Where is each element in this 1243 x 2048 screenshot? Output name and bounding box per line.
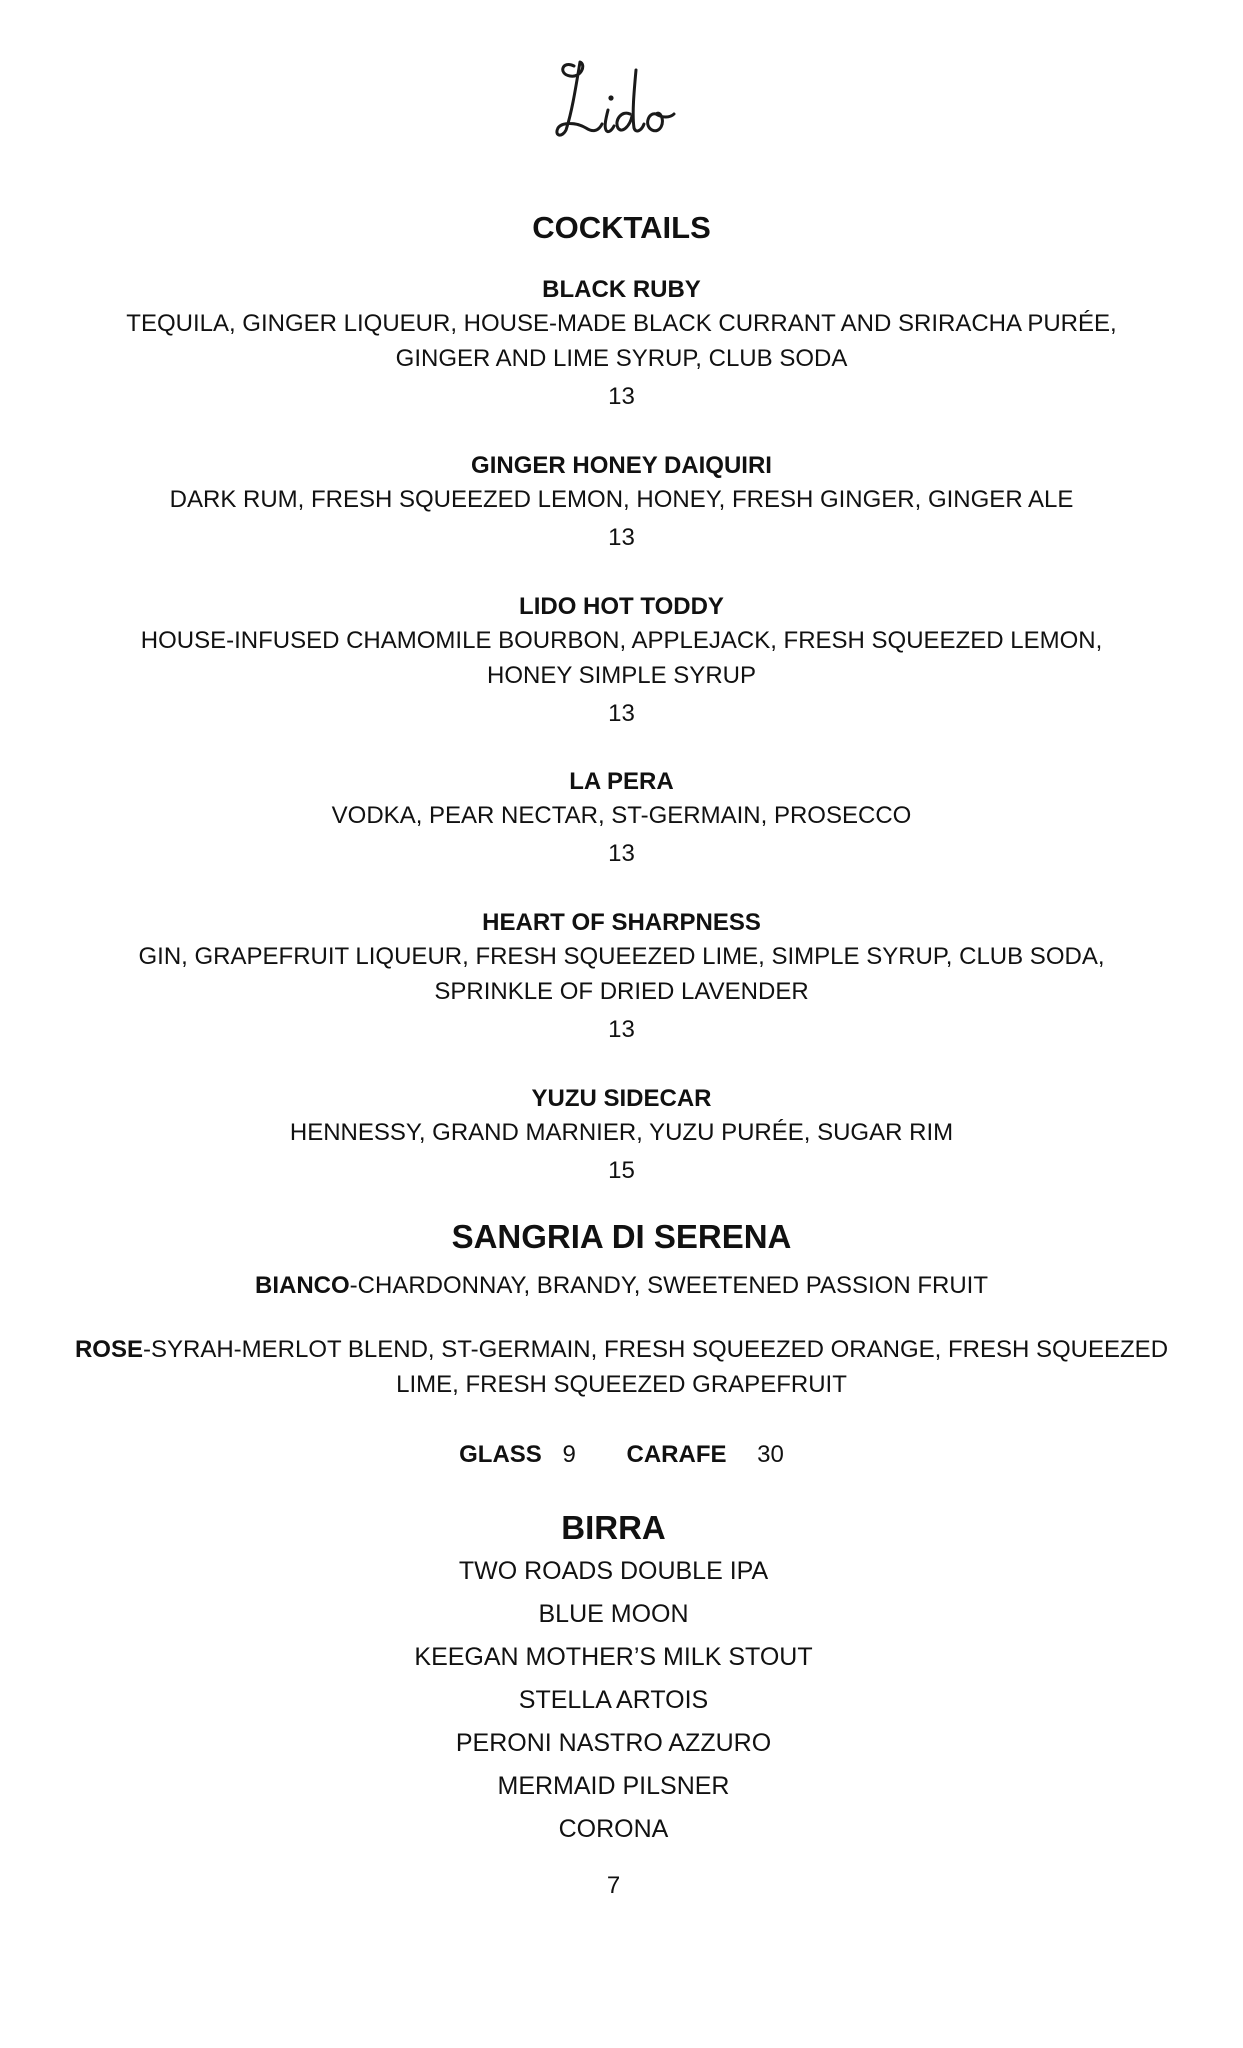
beer-item: MERMAID PILSNER (497, 1772, 730, 1800)
cocktail-name: YUZU SIDECAR (531, 1085, 712, 1112)
bianco-description: -CHARDONNAY, BRANDY, SWEETENED PASSION FRUIT (349, 1272, 988, 1299)
bianco-label: BIANCO (255, 1272, 350, 1299)
carafe-label: CARAFE (626, 1441, 727, 1468)
beer-item: STELLA ARTOIS (518, 1686, 709, 1714)
cocktail-name: HEART OF SHARPNESS (482, 909, 761, 936)
page-number: 7 (606, 1872, 621, 1899)
cocktail-description: HOUSE-INFUSED CHAMOMILE BOURBON, APPLEJACK, FRESH SQUEEZED LEMON, (140, 627, 1103, 654)
beer-item: PERONI NASTRO AZZURO (455, 1729, 772, 1757)
cocktail-description: GINGER AND LIME SYRUP, CLUB SODA (395, 345, 848, 372)
cocktail-description: DARK RUM, FRESH SQUEEZED LEMON, HONEY, FRESH GINGER, GINGER ALE (169, 486, 1074, 513)
sangria-rose (0, 1332, 1243, 1367)
cocktail-description: HONEY SIMPLE SYRUP (487, 662, 756, 689)
glass-label: GLASS (459, 1441, 542, 1468)
cocktail-price: 15 (608, 1157, 635, 1184)
cocktail-description: HENNESSY, GRAND MARNIER, YUZU PURÉE, SUGAR RIM (289, 1119, 954, 1146)
cocktail-description: VODKA, PEAR NECTAR, ST-GERMAIN, PROSECCO (331, 802, 912, 829)
sangria-pricing (0, 1437, 1243, 1472)
lido-logo (0, 52, 1243, 142)
rose-label: ROSE (74, 1336, 143, 1363)
cocktail-name: BLACK RUBY (542, 276, 701, 303)
cocktail-name: LA PERA (569, 768, 674, 795)
beer-item: TWO ROADS DOUBLE IPA (458, 1557, 769, 1585)
carafe-price: 30 (757, 1441, 784, 1468)
cocktail-description: SPRINKLE OF DRIED LAVENDER (434, 978, 809, 1005)
cocktail-price: 13 (608, 383, 635, 410)
glass-price: 9 (562, 1441, 576, 1468)
cocktail-name: GINGER HONEY DAIQUIRI (471, 452, 772, 479)
sangria-bianco (0, 1268, 1243, 1303)
beer-item: BLUE MOON (538, 1600, 689, 1628)
beer-item: KEEGAN MOTHER’S MILK STOUT (414, 1643, 813, 1671)
sangria-title: SANGRIA DI SERENA (451, 1218, 792, 1255)
rose-description: -SYRAH-MERLOT BLEND, ST-GERMAIN, FRESH SQUEEZED ORANGE, FRESH SQUEEZED (142, 1336, 1169, 1363)
cocktail-description: TEQUILA, GINGER LIQUEUR, HOUSE-MADE BLACK CURRANT AND SRIRACHA PURÉE, (126, 310, 1117, 337)
beer-item: CORONA (558, 1815, 669, 1843)
cocktail-price: 13 (608, 840, 635, 867)
cocktail-price: 13 (608, 1016, 635, 1043)
cocktails-title: COCKTAILS (532, 210, 711, 245)
cocktail-description: GIN, GRAPEFRUIT LIQUEUR, FRESH SQUEEZED LIME, SIMPLE SYRUP, CLUB SODA, (138, 943, 1105, 970)
rose-description-cont: LIME, FRESH SQUEEZED GRAPEFRUIT (396, 1371, 847, 1398)
cocktail-price: 13 (608, 524, 635, 551)
cocktail-name: LIDO HOT TODDY (519, 593, 724, 620)
birra-title: BIRRA (561, 1509, 666, 1546)
cocktail-price: 13 (608, 700, 635, 727)
